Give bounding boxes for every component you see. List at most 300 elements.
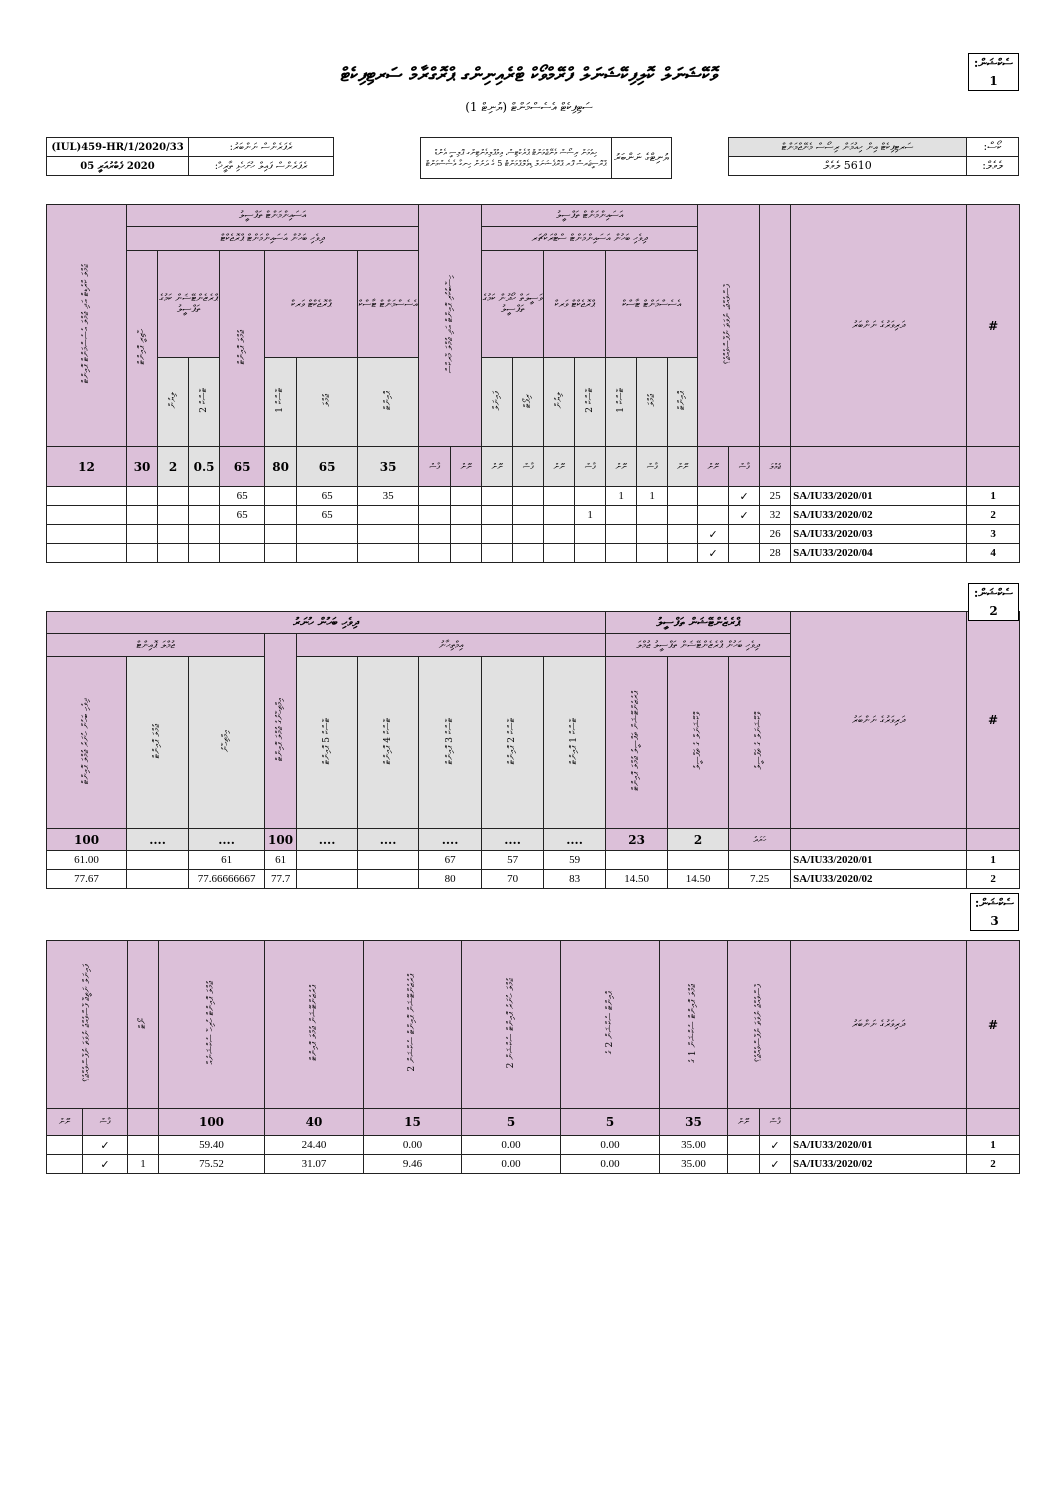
- header-a-sub-3: ޓާސްކް 2: [198, 388, 209, 413]
- table-row: [47, 870, 1020, 889]
- header-t3-6-cell: [159, 941, 265, 1109]
- cell-value: [668, 851, 729, 870]
- header-group-d-exam: އިމްތިޙާނު: [297, 634, 606, 657]
- cell-value: [482, 506, 513, 525]
- row-number: 4: [967, 544, 1020, 563]
- table-row: [47, 487, 1020, 506]
- cell-value: [358, 851, 419, 870]
- header-blank: [760, 205, 791, 447]
- header-b-project: ޕްރޮޖެކްޓް ވަރކް: [544, 251, 606, 358]
- header-e-0-cell: [189, 657, 265, 829]
- cell-value: [127, 506, 158, 525]
- header-b-sub-0: ޕޮއިންޓް: [677, 391, 688, 410]
- check-icon: ✓: [83, 1155, 128, 1174]
- header-b-sub-1-cell: [637, 358, 668, 447]
- course-label: ކޯސް:: [967, 138, 1019, 157]
- value-cell: [128, 1109, 159, 1136]
- cell-value: 25: [760, 487, 791, 506]
- header-a-task: އެސެސްމަންޓް ޓާސްކް: [358, 251, 419, 358]
- value-cell: 0.5: [189, 447, 220, 487]
- unit-info-box: [420, 137, 672, 179]
- value-cell: ....: [189, 829, 265, 851]
- value-cell: 30: [127, 447, 158, 487]
- header-group-b: އަސައިންމަންޓް ތަފްސީލު: [482, 205, 698, 227]
- header-number: #: [967, 205, 1020, 447]
- level-value: 5610 ލެވެލް: [729, 157, 967, 176]
- cell-value: [668, 525, 698, 544]
- date-value: 2020 ފެބްރުއަރީ 05: [47, 157, 189, 176]
- check-icon: ✓: [760, 1136, 791, 1155]
- reference-label: ރެފަރެންސް ނަންބަރު:: [189, 138, 334, 157]
- value-cell: [791, 447, 967, 487]
- header-c-1: ވޮކޭޝަނަލް ގެ ތަފްސީލު: [692, 712, 703, 770]
- header-d-task-1-cell: [482, 657, 544, 829]
- header-t3-6: ޖުމްލަ ޕޮއިންޓް ހުރިހާ ސެކްޝަނެއް: [206, 981, 216, 1065]
- cell-value: 14.50: [606, 870, 668, 889]
- cell-value: [451, 506, 482, 525]
- cell-value: 1: [606, 487, 637, 506]
- cell-value: [127, 870, 189, 889]
- cell-value: [158, 506, 189, 525]
- value-cell: 100: [265, 829, 297, 851]
- cell-value: 77.66666667: [189, 870, 265, 889]
- values-row: [47, 447, 1020, 487]
- cell-value: [358, 870, 419, 889]
- cell-value: [220, 525, 265, 544]
- header-c-0-cell: [729, 657, 791, 829]
- header-a-sub-3-cell: [189, 358, 220, 447]
- cell-value: [47, 487, 127, 506]
- cell-value: [606, 525, 637, 544]
- table-row: [47, 1155, 1020, 1174]
- cell-value: [297, 544, 358, 563]
- value-cell: ފާސް: [83, 1109, 128, 1136]
- reference-number: (IUL)459-HR/1/2020/33: [47, 138, 189, 157]
- header-t3-8-cell: [47, 941, 128, 1109]
- header-b-sub-1: ޖުމްލަ: [646, 394, 657, 407]
- cell-value: 59.40: [159, 1136, 265, 1155]
- header-t3-2: ޕޮއިންޓް ސެކްޝަން 2 ގެ: [604, 991, 615, 1055]
- cell-value: [728, 1136, 760, 1155]
- table-row: [47, 851, 1020, 870]
- header-a-total: ޖުމްލަ ޕޮއިންޓް: [236, 329, 247, 365]
- header-d-task-1: ޓާސްކް 2 ޕޮއިންޓް: [507, 717, 518, 765]
- student-id: SA/IU33/2020/02: [791, 506, 967, 525]
- cell-value: [668, 487, 698, 506]
- header-d-task-0: ޓާސްކް 1 ޕޮއިންޓް: [569, 717, 580, 765]
- value-cell: ފާސް: [637, 447, 668, 487]
- cell-value: 35: [358, 487, 419, 506]
- header-a-sub-2-cell: [265, 358, 297, 447]
- cell-value: [189, 525, 220, 544]
- page-title: ވޮކޭޝަނަލް ކޮލިފިކޭޝަނަލް ފްރޭމްވޯކް ޓްރެއިނިންގ ޕްރޮގްރާމް ސަރޓިފިކެޓް: [340, 64, 718, 86]
- cell-value: [297, 851, 358, 870]
- header-a-sub-1: ޖުމްލަ: [321, 394, 332, 407]
- cell-value: [265, 506, 297, 525]
- value-cell: ނޫން: [728, 1109, 760, 1136]
- header-group-a: އަސައިންމަންޓް ތަފްސީލު: [127, 205, 419, 227]
- header-group-a-sub: ދިވެހި ބަހުން އަސައިންމަންޓް ޕްރޮޖެކްޓް: [127, 227, 419, 251]
- row-number: 1: [967, 1136, 1020, 1155]
- cell-value: [698, 506, 729, 525]
- value-cell: ފާސް: [575, 447, 606, 487]
- date-label: ރެފަރެންސް ފައިލް ހުށަހެޅި ތާރީޚް:: [189, 157, 334, 176]
- check-icon: ✓: [760, 1155, 791, 1174]
- cell-value: [606, 544, 637, 563]
- cell-value: 26: [760, 525, 791, 544]
- cell-value: 83: [544, 870, 606, 889]
- cell-value: 24.40: [265, 1136, 364, 1155]
- header-b-sub-3: ޓާސްކް 2: [584, 388, 595, 413]
- header-e-1: ޖުމްލަ ޕޮއިންޓް: [152, 723, 163, 759]
- cell-value: [47, 1155, 83, 1174]
- cell-value: [575, 525, 606, 544]
- cell-value: [419, 487, 451, 506]
- value-cell: 100: [159, 1109, 265, 1136]
- header-a-sub-4-cell: [158, 358, 189, 447]
- header-d-task-0-cell: [544, 657, 606, 829]
- cell-value: 1: [128, 1155, 159, 1174]
- cell-value: [419, 525, 451, 544]
- cell-value: [606, 851, 668, 870]
- cell-value: [544, 525, 575, 544]
- header-e-2-cell: [47, 657, 127, 829]
- cell-value: [513, 506, 544, 525]
- cell-value: 32: [760, 506, 791, 525]
- table-row: [47, 525, 1020, 544]
- cell-value: 1: [637, 487, 668, 506]
- cell-value: [47, 1136, 83, 1155]
- header-t3-2-cell: [561, 941, 660, 1109]
- value-cell: ....: [127, 829, 189, 851]
- value-cell: 5: [462, 1109, 561, 1136]
- value-cell: 35: [660, 1109, 728, 1136]
- section-1-label: ސެކްޝަން: 1: [968, 53, 1019, 91]
- header-t3-0: ފާސްވެއްޖެ ނުވަތަ ނުފާސްވެއްޖެ؟: [753, 983, 764, 1063]
- header-student-id: ދަރިވަރުގެ ނަންބަރު: [791, 612, 967, 829]
- cell-value: [482, 487, 513, 506]
- value-cell: 12: [47, 447, 127, 487]
- row-number: 1: [967, 851, 1020, 870]
- cell-value: [575, 544, 606, 563]
- header-b-sub-4-cell: [544, 358, 575, 447]
- cell-value: [729, 851, 791, 870]
- header-d-task-2: ޓާސްކް 3 ޕޮއިންޓް: [444, 717, 455, 765]
- student-id: SA/IU33/2020/02: [791, 1155, 967, 1174]
- check-icon: ✓: [729, 506, 760, 525]
- cell-value: 35.00: [660, 1155, 728, 1174]
- header-t3-4: ޕްރެޒެންޓޭޝަން ޕޮއިންޓް ސެކްޝަން 2: [407, 974, 417, 1072]
- cell-value: [544, 506, 575, 525]
- cell-value: 0.00: [364, 1136, 462, 1155]
- cell-value: [482, 544, 513, 563]
- header-e-0: އިމްތިޙާނު: [221, 729, 232, 753]
- header-retake: ހިސާބުކުރި ޕޮއިންޓް އަދި ޖުމްލަ މާރކްސް: [444, 274, 455, 374]
- cell-value: [47, 544, 127, 563]
- header-student-id: ދަރިވަރުގެ ނަންބަރު: [791, 205, 967, 447]
- cell-value: 61: [265, 851, 297, 870]
- header-a-attendance: ހާޒިރީ ޕޮއިންޓް: [136, 329, 147, 365]
- value-cell: [967, 1109, 1020, 1136]
- unit-description: ހިއުމަން ރިސޯސް މެނޭޖްމަންޓް ޕްރެކްޓިސް، އިމްޕްލިމެންޓިންގ ޕޮލިސީ އެންޑް ޕްރޮސީޖަރސް ފޮރ ޕްރޮފެޝަނަލް ޑިވެލޮޕްމަންޓް 5 ގެ ދަށުން ހިނގާ އެސެސްމަންޓް: [421, 138, 612, 179]
- check-icon: ✓: [698, 525, 729, 544]
- header-e-1-cell: [127, 657, 189, 829]
- cell-value: [158, 487, 189, 506]
- header-group-c: ޕްރެޒެންޓޭޝަން ތަފްސީލު: [606, 612, 791, 634]
- value-cell: [791, 829, 967, 851]
- header-a-sub-1-cell: [297, 358, 358, 447]
- header-d-task-4-cell: [297, 657, 358, 829]
- cell-value: [265, 544, 297, 563]
- cell-value: [358, 506, 419, 525]
- value-cell: ފާސް: [513, 447, 544, 487]
- value-cell: 2: [158, 447, 189, 487]
- cell-value: 0.00: [561, 1136, 660, 1155]
- cell-value: [637, 544, 668, 563]
- cell-value: [544, 487, 575, 506]
- cell-value: 77.7: [265, 870, 297, 889]
- row-number: 2: [967, 506, 1020, 525]
- cell-value: [265, 487, 297, 506]
- header-group-c-sub: ދިވެހި ބަހުން ޕްރެޒެންޓޭޝަން ތަފްސީލު ޖުމްލަ: [606, 634, 791, 657]
- header-c-1-cell: [668, 657, 729, 829]
- header-a-sub-0: ޕޮއިންޓް: [382, 391, 393, 410]
- row-number: 2: [967, 870, 1020, 889]
- header-t3-1: ޖުމްލަ ޕޮއިންޓް ސެކްޝަން 1 ގެ: [688, 983, 698, 1063]
- value-cell: ޖުމްލަ: [760, 447, 791, 487]
- header-a-presentation: ޕްރެޒެންޓޭޝަން ކަމުގެ ތަފްސީލު: [158, 251, 220, 358]
- cell-value: 57: [482, 851, 544, 870]
- cell-value: 61: [189, 851, 265, 870]
- value-cell: ނޫން: [668, 447, 698, 487]
- check-icon: ✓: [729, 487, 760, 506]
- value-cell: [967, 447, 1020, 487]
- header-a-project: ޕްރޮޖެކްޓް ވަރކް: [265, 251, 358, 358]
- cell-value: [451, 544, 482, 563]
- cell-value: 0.00: [462, 1136, 561, 1155]
- course-info-box: [728, 137, 1019, 176]
- unit-label: ޔުނިޓްގެ ނަންބަރު: [612, 138, 672, 179]
- header-student-id: ދަރިވަރުގެ ނަންބަރު: [791, 941, 967, 1109]
- cell-value: [47, 506, 127, 525]
- cell-value: [729, 525, 760, 544]
- cell-value: [482, 525, 513, 544]
- header-number: #: [967, 612, 1020, 829]
- cell-value: 14.50: [668, 870, 729, 889]
- cell-value: [189, 544, 220, 563]
- header-group-d: ދިވެހި ބަހުން ހުނަރު: [47, 612, 606, 634]
- value-cell: [791, 1109, 967, 1136]
- table-row: [47, 506, 1020, 525]
- value-cell: ނޫން: [544, 447, 575, 487]
- values-row: [47, 1109, 1020, 1136]
- table-row: [47, 1136, 1020, 1155]
- header-t3-4-cell: [364, 941, 462, 1109]
- header-a-sub-4: ލިޔުން: [167, 392, 178, 409]
- cell-value: [127, 544, 158, 563]
- value-cell: ހަރަދު: [729, 829, 791, 851]
- cell-value: 59: [544, 851, 606, 870]
- cell-value: 1: [575, 506, 606, 525]
- cell-value: [128, 1136, 159, 1155]
- student-id: SA/IU33/2020/01: [791, 1136, 967, 1155]
- header-e-2: ދިވެހި ބަހުން ހުނަރު ޖުމްލަ ޕޮއިންޓް: [81, 697, 92, 785]
- cell-value: [189, 487, 220, 506]
- header-b-sub-5: ރިޕޯޓް: [522, 393, 533, 408]
- check-icon: ✓: [698, 544, 729, 563]
- cell-value: 28: [760, 544, 791, 563]
- header-a-sub-0-cell: [358, 358, 419, 447]
- cell-value: [698, 487, 729, 506]
- cell-value: [358, 544, 419, 563]
- header-a-sub-2: ޓާސްކް 1: [275, 388, 286, 413]
- value-cell: ފާސް: [729, 447, 760, 487]
- header-d-task-3-cell: [358, 657, 419, 829]
- header-b-sub-4: ލިޔުން: [553, 392, 564, 409]
- cell-value: 31.07: [265, 1155, 364, 1174]
- value-cell: 35: [358, 447, 419, 487]
- cell-value: [668, 506, 698, 525]
- value-cell: 65: [220, 447, 265, 487]
- values-row: [47, 829, 1020, 851]
- cell-value: [47, 525, 127, 544]
- cell-value: [544, 544, 575, 563]
- cell-value: [729, 544, 760, 563]
- cell-value: [297, 525, 358, 544]
- value-cell: ....: [419, 829, 482, 851]
- cell-value: [668, 544, 698, 563]
- cell-value: [419, 506, 451, 525]
- cell-value: [513, 544, 544, 563]
- header-b-sub-0-cell: [668, 358, 698, 447]
- header-d-task-3: ޓާސްކް 4 ޕޮއިންޓް: [382, 717, 393, 765]
- row-number: 2: [967, 1155, 1020, 1174]
- section-2-table: [46, 611, 1020, 889]
- cell-value: [513, 525, 544, 544]
- value-cell: ނޫން: [482, 447, 513, 487]
- value-cell: ....: [482, 829, 544, 851]
- cell-value: 77.67: [47, 870, 127, 889]
- header-d-task-2-cell: [419, 657, 482, 829]
- cell-value: [127, 487, 158, 506]
- student-id: SA/IU33/2020/01: [791, 851, 967, 870]
- cell-value: [220, 544, 265, 563]
- header-b-sub-5-cell: [513, 358, 544, 447]
- value-cell: ނޫން: [451, 447, 482, 487]
- value-cell: 2: [668, 829, 729, 851]
- cell-value: [127, 525, 158, 544]
- level-label: ލެވެލް:: [967, 157, 1019, 176]
- table-row: [47, 544, 1020, 563]
- header-t3-3-cell: [462, 941, 561, 1109]
- cell-value: [358, 525, 419, 544]
- student-id: SA/IU33/2020/04: [791, 544, 967, 563]
- value-cell: ނޫން: [698, 447, 729, 487]
- cell-value: 0.00: [561, 1155, 660, 1174]
- cell-value: 65: [297, 487, 358, 506]
- value-cell: ....: [358, 829, 419, 851]
- header-t3-1-cell: [660, 941, 728, 1109]
- value-cell: ފާސް: [419, 447, 451, 487]
- cell-value: [606, 506, 637, 525]
- section-1-table: [46, 204, 1020, 563]
- cell-value: 65: [220, 487, 265, 506]
- cell-value: 65: [220, 506, 265, 525]
- cell-value: 0.00: [462, 1155, 561, 1174]
- header-d-task-4: ޓާސްކް 5 ޕޮއިންޓް: [321, 717, 332, 765]
- student-id: SA/IU33/2020/03: [791, 525, 967, 544]
- cell-value: [189, 506, 220, 525]
- value-cell: 40: [265, 1109, 364, 1136]
- header-t3-0-cell: [728, 941, 791, 1109]
- cell-value: [297, 870, 358, 889]
- student-id: SA/IU33/2020/01: [791, 487, 967, 506]
- check-icon: ✓: [83, 1136, 128, 1155]
- value-cell: 80: [265, 447, 297, 487]
- header-b-sub-3-cell: [575, 358, 606, 447]
- cell-value: [728, 1155, 760, 1174]
- cell-value: 61.00: [47, 851, 127, 870]
- value-cell: [967, 829, 1020, 851]
- student-id: SA/IU33/2020/02: [791, 870, 967, 889]
- value-cell: ....: [297, 829, 358, 851]
- cell-value: 67: [419, 851, 482, 870]
- header-b-task: އެސެސްމަންޓް ޓާސްކް: [606, 251, 698, 358]
- value-cell: ....: [544, 829, 606, 851]
- header-c-0: ވޮކޭޝަނަލް ގެ ތަފްސީލު: [754, 712, 765, 770]
- page-subtitle: ސަޓިފިކެޓް އެސެސްމަންޓް (ޔުނިޓް 1): [465, 100, 593, 114]
- header-b-sub-6-cell: [482, 358, 513, 447]
- cell-value: [575, 487, 606, 506]
- cell-value: 80: [419, 870, 482, 889]
- header-c-2: ޕްރެޒެންޓޭޝަން ތަފްސީލު ޖުމްލަ ޕޮއިންޓް: [631, 691, 642, 791]
- cell-value: [451, 487, 482, 506]
- row-number: 3: [967, 525, 1020, 544]
- header-t3-5: ޕްރެޒެންޓޭޝަން ޖުމްލަ ޕޮއިންޓް: [308, 985, 319, 1061]
- cell-value: [265, 525, 297, 544]
- cell-value: 75.52: [159, 1155, 265, 1174]
- cell-value: [158, 525, 189, 544]
- cell-value: [451, 525, 482, 544]
- cell-value: [637, 506, 668, 525]
- value-cell: 15: [364, 1109, 462, 1136]
- value-cell: 5: [561, 1109, 660, 1136]
- header-t3-8: ފައިނަލް ނަތީޖާ ފާސްވެއްޖެ ނުވަތަ ނުފާސްވެއްޖެ؟: [81, 964, 92, 1082]
- value-cell: ނޫން: [47, 1109, 83, 1136]
- value-cell: 65: [297, 447, 358, 487]
- cell-value: 9.46: [364, 1155, 462, 1174]
- value-cell: ނޫން: [606, 447, 637, 487]
- reference-info-box: [46, 137, 334, 176]
- header-b-sub-2: ޓާސްކް 1: [615, 388, 626, 413]
- row-number: 1: [967, 487, 1020, 506]
- header-final: ޖުމްލަ ކްރެޑިޓް އަދި ޖުމްލަ އެސެސްމަންޓް ޕޮއިންޓް: [81, 264, 91, 384]
- header-group-d-total: ޖުމްލަ ޕޮއިންޓް: [47, 634, 265, 657]
- header-t3-3: ޖުމްލަ ހުނަރު ޕޮއިންޓް ސެކްޝަން 2: [505, 977, 516, 1069]
- value-cell: ފާސް: [760, 1109, 791, 1136]
- header-t3-7: ނޯޓް: [137, 1017, 148, 1029]
- cell-value: [419, 544, 451, 563]
- cell-value: [637, 525, 668, 544]
- value-cell: 23: [606, 829, 668, 851]
- cell-value: [158, 544, 189, 563]
- header-t3-5-cell: [265, 941, 364, 1109]
- header-group-b-sub: ދިވެހި ބަހުން އަސައިންމަންޓް ސްޓްރަކްޗަރ: [482, 227, 698, 251]
- section-3-table: [46, 940, 1020, 1174]
- value-cell: 100: [47, 829, 127, 851]
- cell-value: 65: [297, 506, 358, 525]
- header-exam-total: އިމްތިޙާނުގެ ޖުމްލަ ޕޮއިންޓް: [275, 697, 286, 762]
